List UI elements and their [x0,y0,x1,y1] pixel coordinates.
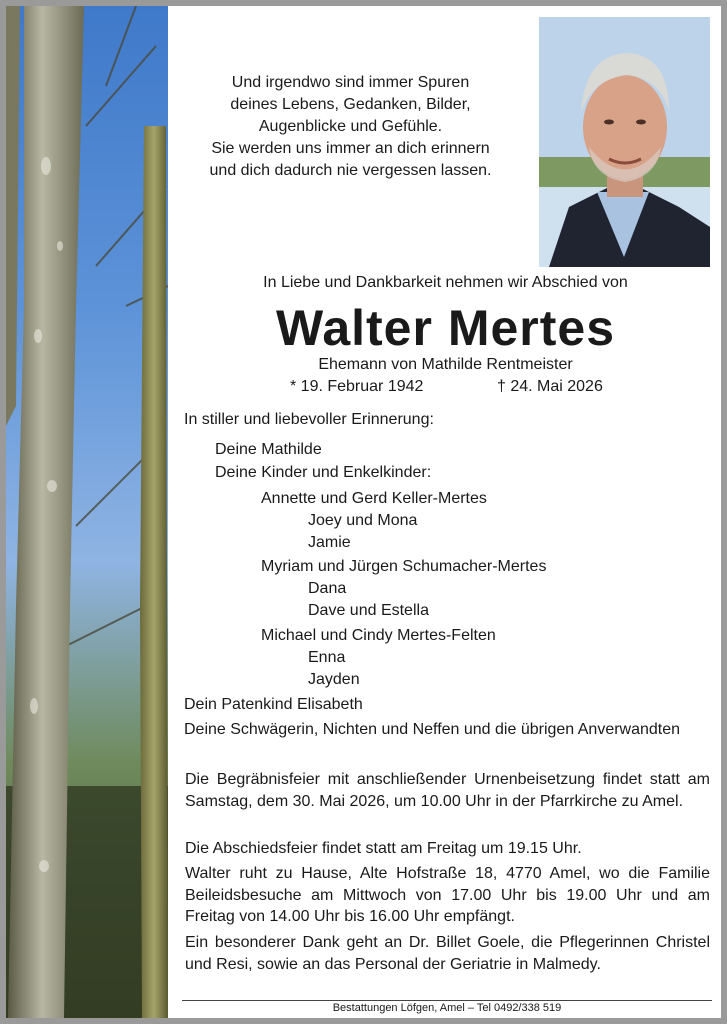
deceased-name: Walter Mertes [275,300,616,356]
funeral-info: Die Begräbnisfeier mit anschließender Urnenbeisetzung findet statt am Samstag, dem 30. Mai 2026, um 10.00 Uhr in der Pfarrkirche zu Amel. [185,771,710,810]
family-parents: Annette und Gerd Keller-Mertes [261,490,487,507]
grandchild: Joey und Mona [308,512,418,529]
verse-line: Sie werden uns immer an dich erinnern [211,140,490,157]
memorial-verse [178,72,523,182]
birth-date: * 19. Februar 1942 [290,378,424,395]
verse-line: deines Lebens, Gedanken, Bilder, [230,96,471,113]
grandchild: Dana [308,580,347,597]
verse-line: Augenblicke und Gefühle. [258,118,443,135]
thanks-info: Ein besonderer Dank geht an Dr. Billet Goele, die Pflegerinnen Christel und Resi, sowie an das Personal der Geriatrie in Malmedy. [185,934,710,973]
footer-divider [182,1000,712,1001]
verse-line: Und irgendwo sind immer Spuren [231,74,470,91]
visit-info: Walter ruht zu Hause, Alte Hofstraße 18, 4770 Amel, wo die Familie Beileidsbesuche am Mittwoch von 17.00 Uhr bis 19.00 Uhr und am Freitag von 14.00 Uhr bis 16.00 Uhr empfängt. [185,865,710,925]
grandchild: Enna [308,649,346,666]
death-date: † 24. Mai 2026 [497,378,603,395]
mourners-heading: In stiller und liebevoller Erinnerung: [184,411,434,428]
farewell-info: Die Abschiedsfeier findet statt am Freitag um 19.15 Uhr. [185,840,582,857]
grandchild: Jayden [308,671,360,688]
funeral-home-footer: Bestattungen Löfgen, Amel – Tel 0492/338 519 [332,1002,562,1014]
relatives: Deine Schwägerin, Nichten und Neffen und die übrigen Anverwandten [184,721,681,738]
verse-line: und dich dadurch nie vergessen lassen. [209,162,492,179]
spouse-line: Ehemann von Mathilde Rentmeister [318,356,573,373]
godchild: Dein Patenkind Elisabeth [184,696,363,713]
portrait-photo [539,17,710,267]
grandchild: Jamie [308,534,351,551]
family-parents: Myriam und Jürgen Schumacher-Mertes [261,558,547,575]
intro-line: In Liebe und Dankbarkeit nehmen wir Abschied von [263,274,628,291]
obituary-sheet [6,6,721,1018]
grandchild: Dave und Estella [308,602,429,619]
family-parents: Michael und Cindy Mertes-Felten [261,627,496,644]
tree-photo [6,6,168,1018]
mourner-wife: Deine Mathilde [215,441,322,458]
children-heading: Deine Kinder und Enkelkinder: [215,464,432,481]
